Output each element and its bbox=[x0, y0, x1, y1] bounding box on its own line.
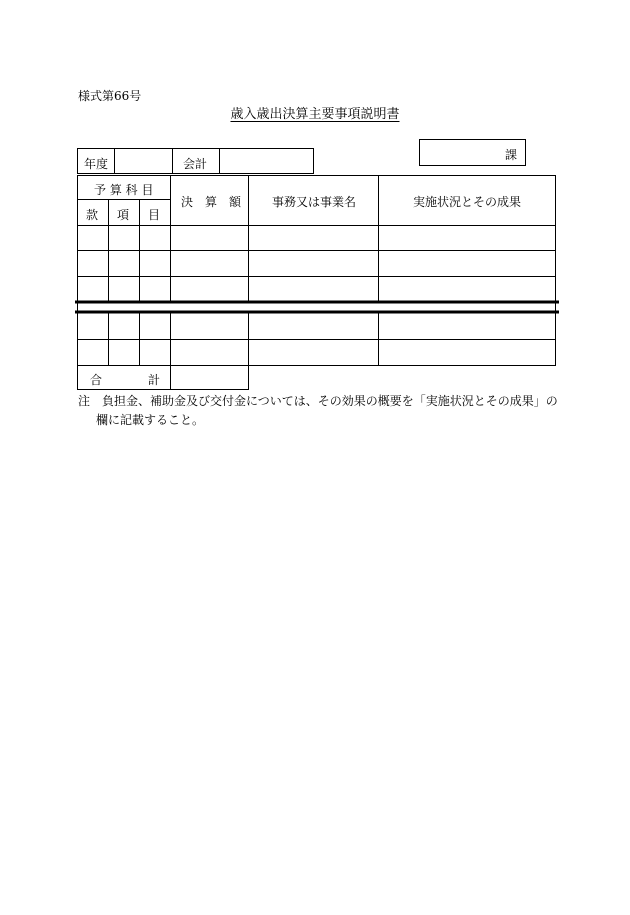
total-label-left: 合 bbox=[90, 373, 103, 387]
form-number: 様式第66号 bbox=[78, 89, 142, 103]
footnote-line-1: 注 負担金、補助金及び交付金については、その効果の概要を「実施状況とその成果」の bbox=[78, 394, 558, 408]
department-field[interactable] bbox=[419, 139, 526, 166]
department-suffix: 課 bbox=[504, 148, 517, 162]
result-header: 実施状況とその成果 bbox=[413, 195, 522, 209]
table-row[interactable] bbox=[78, 340, 555, 365]
table-row[interactable] bbox=[78, 251, 555, 276]
table-row[interactable] bbox=[78, 226, 555, 250]
account-label: 会計 bbox=[183, 157, 208, 171]
page-title bbox=[0, 103, 630, 122]
table-row[interactable] bbox=[78, 314, 555, 339]
subheader-moku: 目 bbox=[148, 208, 161, 222]
title-text: 歳入歳出決算主要事項説明書 bbox=[230, 107, 400, 122]
total-label-right: 計 bbox=[148, 373, 161, 387]
settlement-amount-header: 決 算 額 bbox=[181, 195, 242, 209]
fiscal-year-label: 年度 bbox=[84, 157, 109, 171]
break-gap bbox=[78, 303, 555, 311]
table-row[interactable] bbox=[78, 277, 555, 301]
total-amount-field[interactable] bbox=[171, 366, 248, 389]
header-divider bbox=[172, 149, 173, 173]
subheader-kan: 款 bbox=[86, 208, 99, 222]
footnote bbox=[78, 392, 558, 430]
header-info-box bbox=[77, 148, 314, 174]
account-field[interactable] bbox=[220, 149, 314, 173]
footnote-line-2: 欄に記載すること。 bbox=[96, 413, 205, 427]
budget-item-header: 予 算 科 目 bbox=[94, 183, 154, 197]
subheader-kou: 項 bbox=[117, 208, 130, 222]
fiscal-year-field[interactable] bbox=[115, 149, 172, 173]
business-name-header: 事務又は事業名 bbox=[272, 195, 357, 209]
